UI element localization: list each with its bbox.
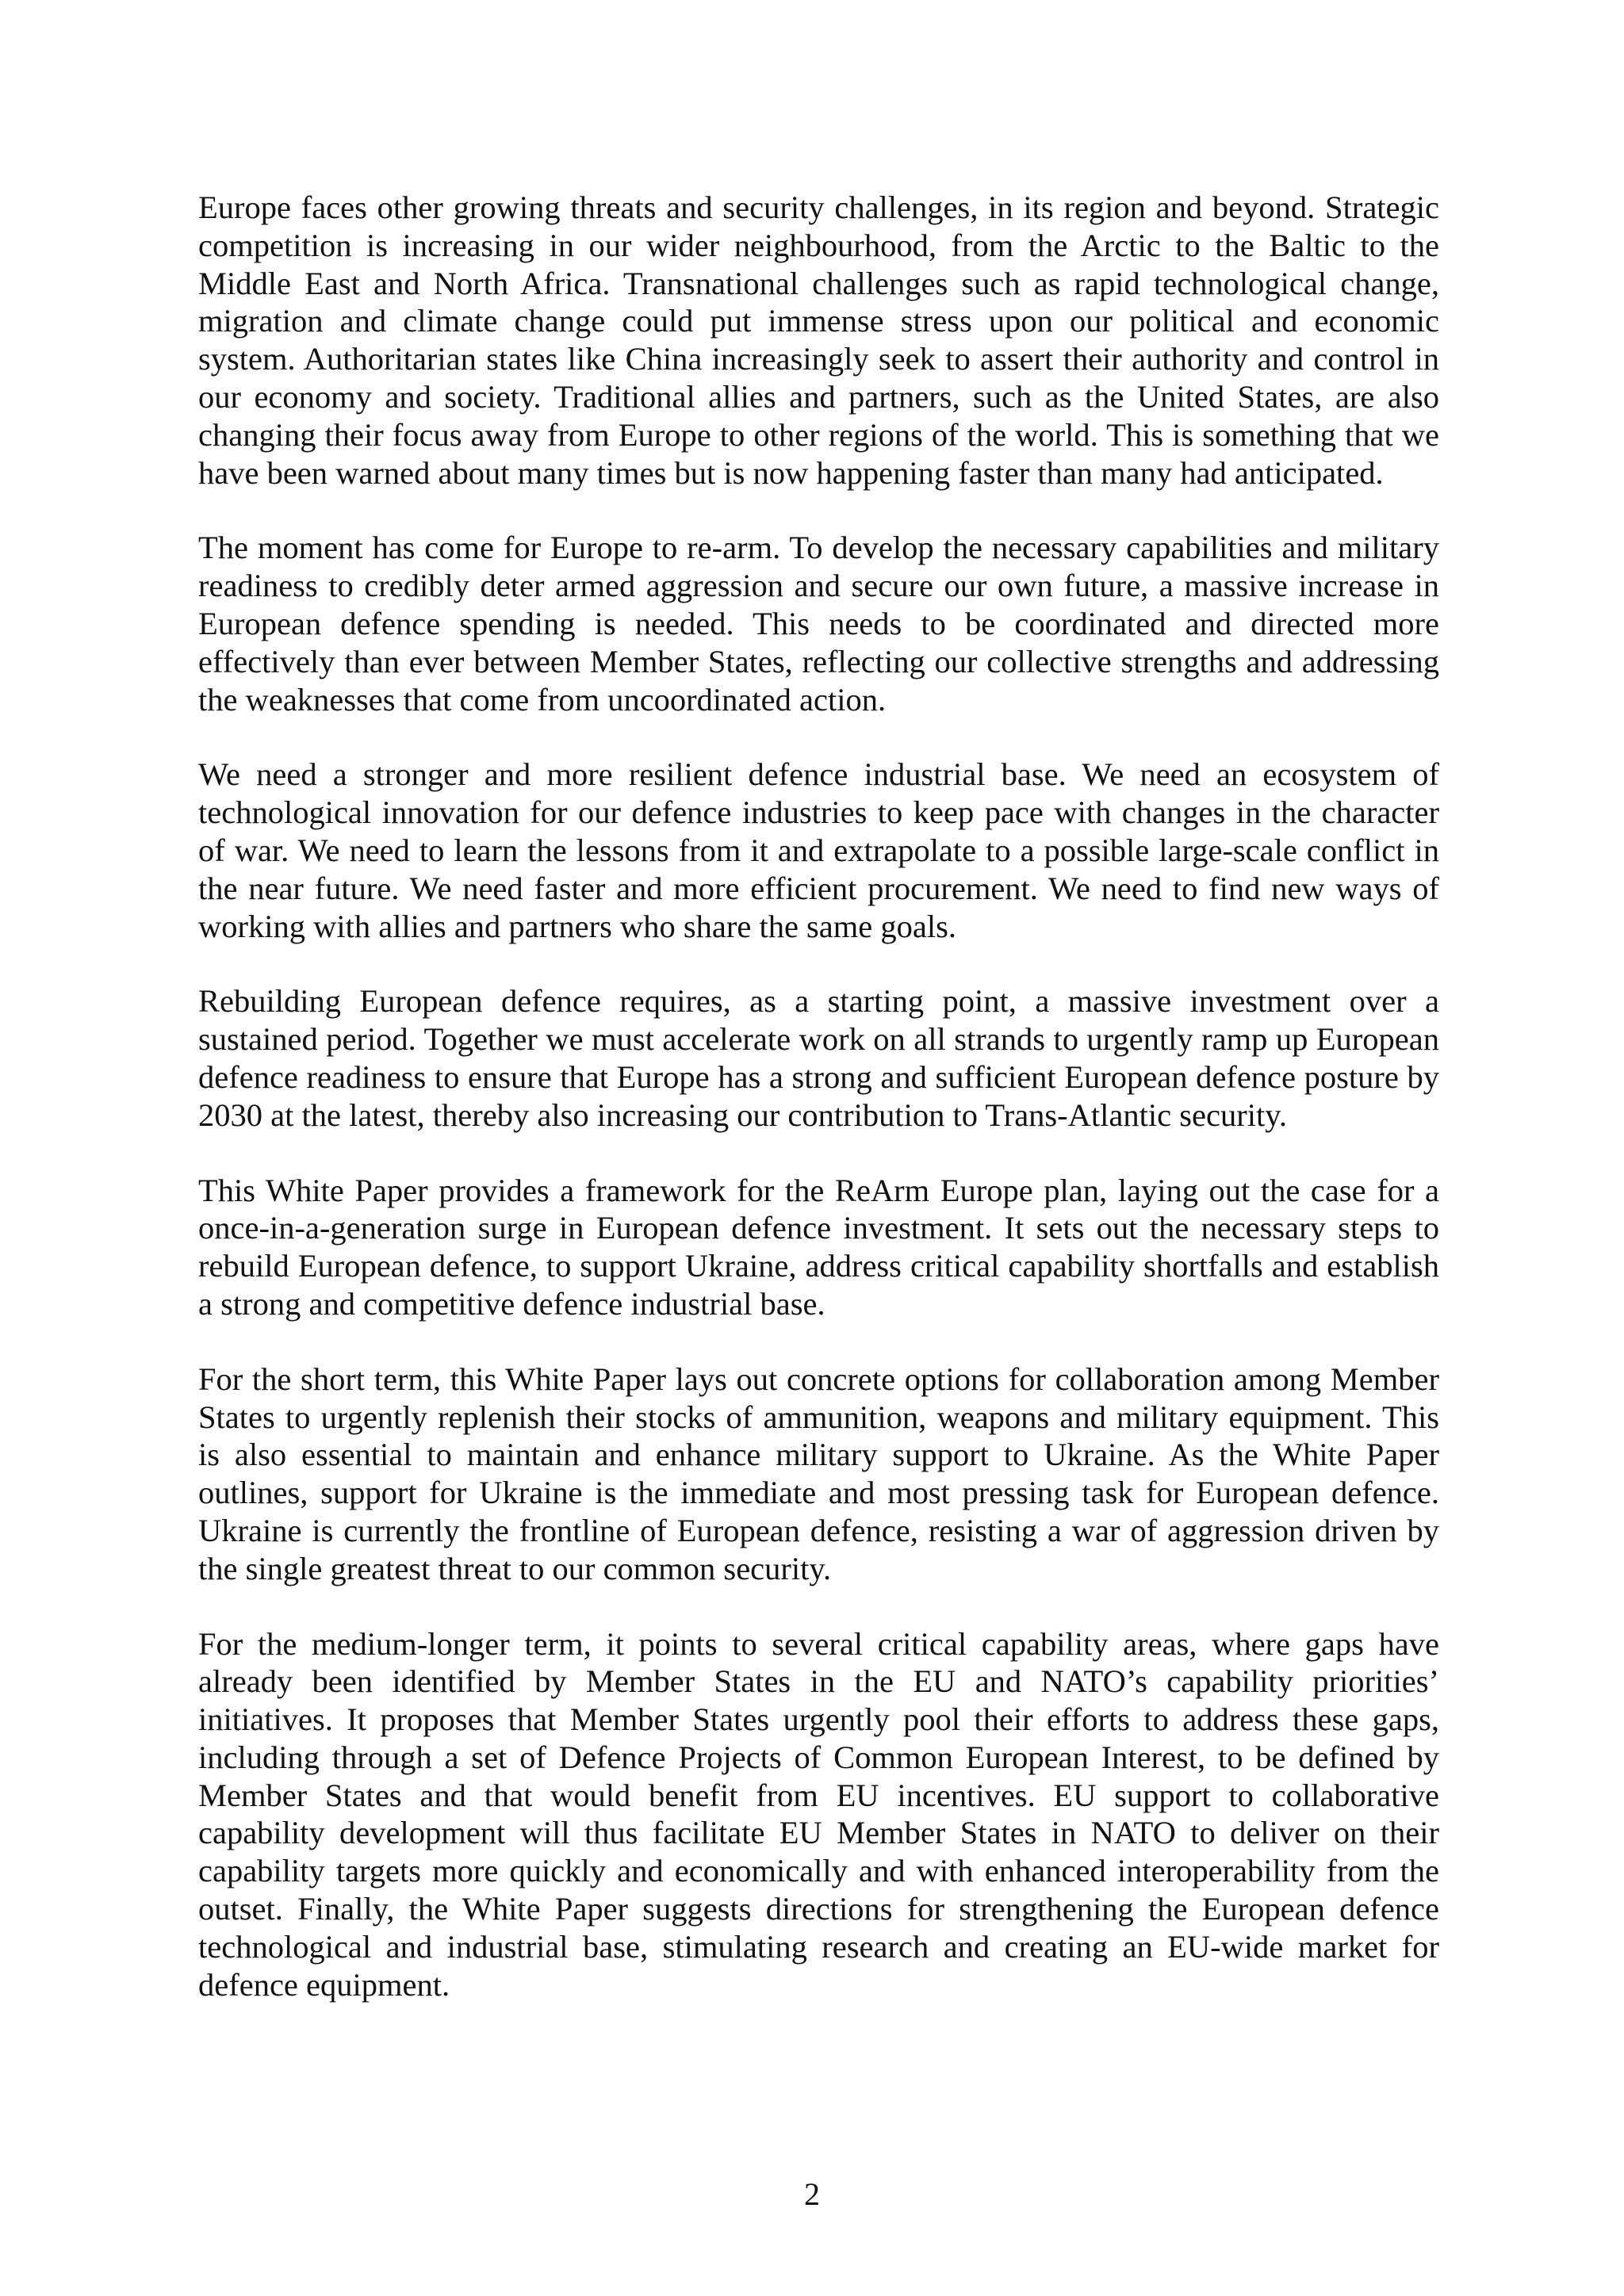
- document-body: [198, 189, 1439, 2041]
- paragraph-medium-longer-term: For the medium-longer term, it points to several critical capability areas, where gaps have already been identified by Member States in the EU and NATO’s capability priorities’ initiatives. It proposes that Member States urgently pool their efforts to address these gaps, including through a set of Defence Projects of Common European Interest, to be defined by Member States and that would benefit from EU incentives. EU support to collaborative capability development will thus facilitate EU Member States in NATO to deliver on their capability targets more quickly and economically and with enhanced interoperability from the outset. Finally, the White Paper suggests directions for strengthening the European defence technological and industrial base, stimulating research and creating an EU-wide market for defence equipment.: [198, 1625, 1439, 2003]
- paragraph-white-paper-framework: This White Paper provides a framework for the ReArm Europe plan, laying out the case for a once-in-a-generation surge in European defence investment. It sets out the necessary steps to rebuild European defence, to support Ukraine, address critical capability shortfalls and establish a strong and competitive defence industrial base.: [198, 1172, 1439, 1322]
- paragraph-short-term: For the short term, this White Paper lays out concrete options for collaboration among Member States to urgently replenish their stocks of ammunition, weapons and military equipment. This is also essential to maintain and enhance military support to Ukraine. As the White Paper outlines, support for Ukraine is the immediate and most pressing task for European defence. Ukraine is currently the frontline of European defence, resisting a war of aggression driven by the single greatest threat to our common security.: [198, 1360, 1439, 1586]
- paragraph-industrial-base: We need a stronger and more resilient defence industrial base. We need an ecosystem of technological innovation for our defence industries to keep pace with changes in the character of war. We need to learn the lessons from it and extrapolate to a possible large-scale conflict in the near future. We need faster and more efficient procurement. We need to find new ways of working with allies and partners who share the same goals.: [198, 756, 1439, 944]
- paragraph-strategic-threats: Europe faces other growing threats and security challenges, in its region and beyond. Strategic competition is increasing in our wider neighbourhood, from the Arctic to the Baltic to the Middle East and North Africa. Transnational challenges such as rapid technological change, migration and climate change could put immense stress upon our political and economic system. Authoritarian states like China increasingly seek to assert their authority and control in our economy and society. Traditional allies and partners, such as the United States, are also changing their focus away from Europe to other regions of the world. This is something that we have been warned about many times but is now happening faster than many had anticipated.: [198, 189, 1439, 491]
- paragraph-investment: Rebuilding European defence requires, as a starting point, a massive investment over a sustained period. Together we must accelerate work on all strands to urgently ramp up European defence readiness to ensure that Europe has a strong and sufficient European defence posture by 2030 at the latest, thereby also increasing our contribution to Trans-Atlantic security.: [198, 983, 1439, 1133]
- paragraph-rearm: The moment has come for Europe to re-arm. To develop the necessary capabilities and military readiness to credibly deter armed aggression and secure our own future, a massive increase in European defence spending is needed. This needs to be coordinated and directed more effectively than ever between Member States, reflecting our collective strengths and addressing the weaknesses that come from uncoordinated action.: [198, 530, 1439, 718]
- page-number: 2: [804, 2176, 820, 2212]
